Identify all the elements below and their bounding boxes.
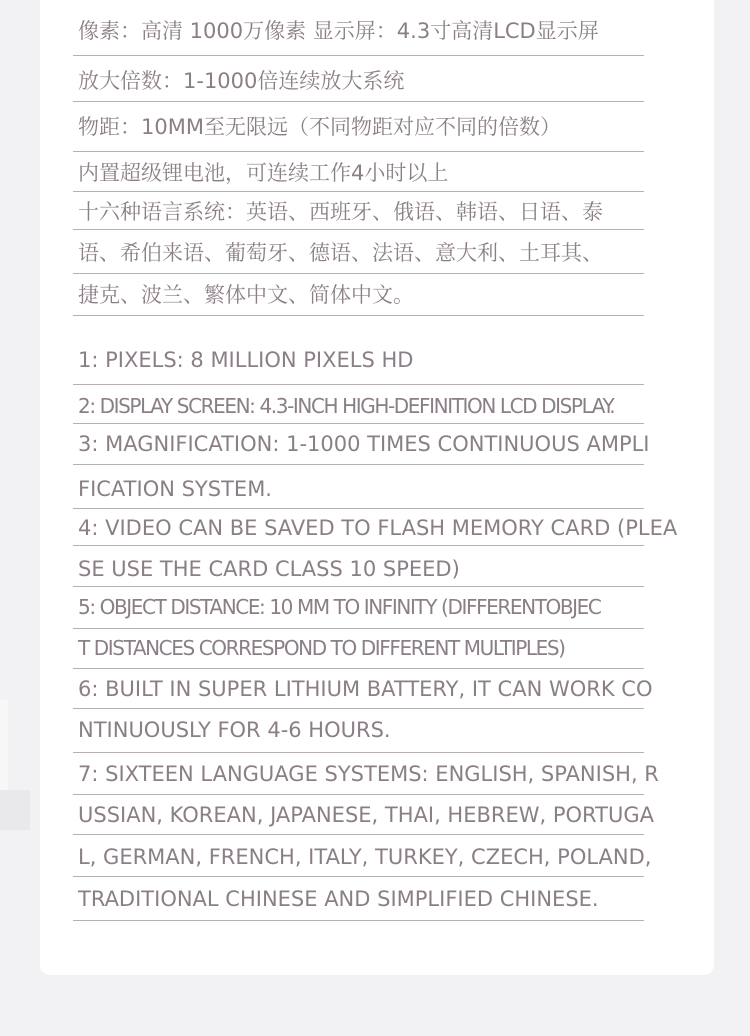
spec-cn-line: 语、希伯来语、葡萄牙、德语、法语、意大利、土耳其、: [78, 241, 603, 265]
spec-en-line: 1: PIXELS: 8 MILLION PIXELS HD: [78, 348, 414, 372]
spec-en-line: TRADITIONAL CHINESE AND SIMPLIFIED CHINESE.: [78, 887, 599, 911]
spec-cn-line: 内置超级锂电池，可连续工作4小时以上: [78, 161, 449, 185]
spec-en-line: 5: OBJECT DISTANCE: 10 MM TO INFINITY (DIFFERENTOBJEC: [78, 595, 601, 619]
spec-en-line: FICATION SYSTEM.: [78, 477, 272, 501]
spec-cn-line: 十六种语言系统：英语、西班牙、俄语、韩语、日语、泰: [78, 200, 603, 224]
divider: [73, 752, 644, 753]
divider: [73, 101, 644, 102]
divider: [73, 545, 644, 546]
spec-cn-line: 放大倍数：1-1000倍连续放大系统: [78, 69, 405, 93]
divider: [73, 464, 644, 465]
spec-en-line: 3: MAGNIFICATION: 1-1000 TIMES CONTINUOUS AMPLI: [78, 432, 650, 456]
divider: [73, 586, 644, 587]
divider: [73, 55, 644, 56]
divider: [73, 876, 644, 877]
divider: [73, 273, 644, 274]
spec-cn-line: 捷克、波兰、繁体中文、简体中文。: [78, 283, 414, 307]
spec-en-line: L, GERMAN, FRENCH, ITALY, TURKEY, CZECH, POLAND,: [78, 845, 652, 869]
spec-en-line: SE USE THE CARD CLASS 10 SPEED): [78, 557, 460, 581]
background-edge: [0, 700, 8, 790]
spec-en-line: USSIAN, KOREAN, JAPANESE, THAI, HEBREW, PORTUGA: [78, 803, 654, 827]
divider: [73, 191, 644, 192]
spec-en-line: 6: BUILT IN SUPER LITHIUM BATTERY, IT CAN WORK CO: [78, 677, 653, 701]
spec-cn-line: 物距：10MM至无限远（不同物距对应不同的倍数）: [78, 115, 561, 139]
divider: [73, 834, 644, 835]
spec-en-line: 7: SIXTEEN LANGUAGE SYSTEMS: ENGLISH, SPANISH, R: [78, 762, 659, 786]
divider: [73, 920, 644, 921]
divider: [73, 384, 644, 385]
spec-en-line: 4: VIDEO CAN BE SAVED TO FLASH MEMORY CARD (PLEA: [78, 516, 678, 540]
spec-cn-line: 像素：高清 1000万像素 显示屏：4.3寸高清LCD显示屏: [78, 19, 599, 43]
divider: [73, 315, 644, 316]
divider: [73, 508, 644, 509]
spec-en-line: T DISTANCES CORRESPOND TO DIFFERENT MULTIPLES): [78, 636, 565, 660]
divider: [73, 151, 644, 152]
divider: [73, 628, 644, 629]
spec-en-line: 2: DISPLAY SCREEN: 4.3-INCH HIGH-DEFINITION LCD DISPLAY.: [78, 394, 615, 418]
spec-en-line: NTINUOUSLY FOR 4-6 HOURS.: [78, 718, 391, 742]
divider: [73, 708, 644, 709]
divider: [73, 229, 644, 230]
divider: [73, 423, 644, 424]
background-edge: [0, 790, 30, 830]
divider: [73, 794, 644, 795]
divider: [73, 668, 644, 669]
